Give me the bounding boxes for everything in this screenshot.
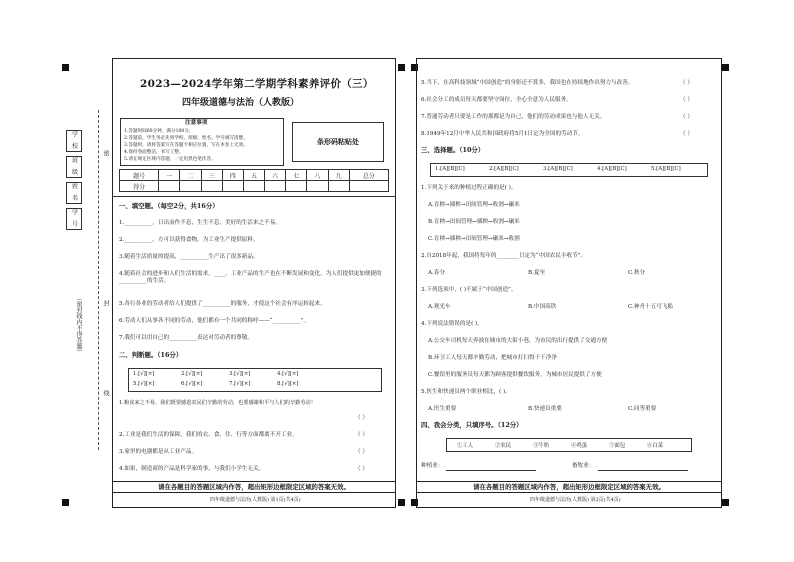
- score-header-cell: 总分: [349, 170, 388, 181]
- score-header-cell: 三: [201, 170, 222, 181]
- seal-char-mi: 密: [102, 150, 109, 156]
- score-cell[interactable]: [159, 181, 180, 192]
- answer-bubble-group[interactable]: 5.[A][B][C]: [651, 166, 681, 172]
- judge-item: 2.工业是我们生活的保障，我们的衣、食、住、行等方面都离不开工业。: [119, 432, 298, 438]
- judge-item: 7.普通劳动者只要是工作的那都是为自己，他们的劳动成果也与他人无关。: [421, 114, 606, 120]
- score-header-cell: 四: [222, 170, 243, 181]
- score-cell[interactable]: [201, 181, 222, 192]
- notice-line: 2.答题前，学生务必先将学校、班级、姓名、学号填写清楚。: [124, 136, 248, 141]
- answer-bubble-group[interactable]: 6.[√][×]: [181, 381, 203, 387]
- score-row-label: 得分: [120, 181, 159, 192]
- notice-line: 4.保持卷面整洁，书写工整。: [124, 150, 184, 155]
- registration-mark: [722, 64, 729, 71]
- score-cell[interactable]: [222, 181, 243, 192]
- barcode-area: 条形码粘贴处: [292, 122, 384, 162]
- judge-item: 5.当下，在高科技领域“中国创造”的身影还不算多，我国也在持续地作出努力与改善。: [421, 80, 634, 86]
- question-option[interactable]: C.同等重要: [628, 406, 657, 412]
- answer-bubble-group[interactable]: 8.[√][×]: [277, 381, 299, 387]
- livestock-answer-line[interactable]: [598, 470, 688, 471]
- section-1-title: 一、填空题。（每空2分，共16分）: [119, 202, 219, 210]
- choice-answer-grid: [430, 163, 708, 177]
- answer-paren[interactable]: （ ）: [355, 415, 368, 421]
- exam-subtitle: 四年级道德与法治（人教版）: [182, 98, 300, 108]
- score-cell[interactable]: [307, 181, 328, 192]
- classify-item: ①工人: [457, 443, 474, 449]
- answer-bubble-group[interactable]: 3.[A][B][C]: [543, 166, 573, 172]
- classify-items-box: [446, 438, 692, 452]
- question-option[interactable]: B.中国高铁: [528, 304, 557, 310]
- question-option[interactable]: A.医生重要: [428, 406, 457, 412]
- judge-answer-grid: [128, 368, 382, 392]
- notice-box: [120, 118, 284, 166]
- question-stem: 3.下列选项中，( )不属于“中国创造”。: [421, 287, 517, 293]
- seal-char-xian: 线: [102, 390, 109, 396]
- answer-bubble-group[interactable]: 7.[√][×]: [229, 381, 251, 387]
- exam-title: 2023—2024学年第二学期学科素养评价（三）: [140, 78, 374, 90]
- question-option[interactable]: C.秋分: [628, 270, 646, 276]
- score-header-cell: 题号: [120, 170, 159, 181]
- page-number: 四年级道德与法治(人教版) 第2页(共4页): [530, 497, 621, 503]
- notice-line: 1.答题时间60分钟，满分100分。: [124, 129, 194, 134]
- answer-paren[interactable]: （ ）: [680, 97, 693, 103]
- answer-bubble-group[interactable]: 3.[√][×]: [229, 371, 251, 377]
- name-label: 姓 名: [66, 182, 82, 204]
- judge-item: 4.如果，制造商的产品是科学家的事，与我们小学生无关。: [119, 466, 265, 472]
- score-cell[interactable]: [265, 181, 286, 192]
- score-header-cell: 二: [180, 170, 201, 181]
- class-label: 班 级: [66, 156, 82, 178]
- footer-note: 请在各题目的答题区域内作答，超出矩形边框限定区域的答案无效。: [416, 481, 722, 493]
- answer-bubble-group[interactable]: 1.[√][×]: [133, 371, 155, 377]
- question-option[interactable]: B.快递员重要: [528, 406, 562, 412]
- score-table: [119, 169, 389, 192]
- answer-bubble-group[interactable]: 4.[A][B][C]: [597, 166, 627, 172]
- question-option[interactable]: C.餐馆里的服务员每天都为顾客提供餐饮服务，为城市居民提供了方便: [428, 372, 602, 378]
- classify-item: ④鸡蛋: [571, 443, 588, 449]
- question-option[interactable]: A.春分: [428, 270, 446, 276]
- page-number: 四年级道德与法治(人教版) 第1页(共4页): [210, 497, 301, 503]
- section-4-title: 四、我会分类，只填序号。（12分）: [421, 421, 523, 429]
- fill-blank-item: 6.劳动人们从事各不同的劳动，他们都有一个共同的称呼——“__________”。: [119, 318, 310, 324]
- answer-paren[interactable]: （ ）: [355, 449, 368, 455]
- fill-blank-item: 3.随着生活质量的提高，__________生产出了很多新品。: [119, 254, 259, 260]
- question-stem: 4.下列说法错误的是( )。: [421, 321, 483, 327]
- notice-title: 注意事项: [185, 120, 208, 126]
- answer-paren[interactable]: （ ）: [680, 131, 693, 137]
- answer-bubble-group[interactable]: 5.[√][×]: [133, 381, 155, 387]
- registration-mark: [398, 499, 405, 506]
- score-header-cell: 六: [265, 170, 286, 181]
- footer-note: 请在各题目的答题区域内作答，超出矩形边框限定区域的答案无效。: [112, 481, 396, 493]
- school-label: 学 校: [66, 130, 82, 152]
- answer-paren[interactable]: （ ）: [680, 114, 693, 120]
- score-header-cell: 八: [307, 170, 328, 181]
- question-stem: 1.下列关于米的种植过程正确的是( )。: [421, 185, 517, 191]
- judge-item: 3.家里的电器都是从工业产品。: [119, 449, 198, 455]
- answer-bubble-group[interactable]: 1.[A][B][C]: [435, 166, 465, 172]
- fill-blank-item: 2.__________，方可以获得食物，为工业生产提供原料。: [119, 237, 259, 243]
- divider: [112, 196, 396, 197]
- score-cell[interactable]: [286, 181, 307, 192]
- classify-label-planting: 种植业：: [421, 463, 444, 469]
- question-option[interactable]: A.育秧→插秧→田间管理→收割→碾米: [428, 202, 520, 208]
- answer-bubble-group[interactable]: 4.[√][×]: [277, 371, 299, 377]
- question-option[interactable]: B.育秧→田间管理→插秧→收割→碾米: [428, 219, 520, 225]
- question-stem: 5.医生和快递员两个职业相比，( )。: [421, 389, 511, 395]
- fill-blank-item: 1.__________，日出而作不息，生生不息，美好的生活来之不易。: [119, 220, 281, 226]
- classify-label-livestock: 畜牧业：: [572, 463, 595, 469]
- seal-char-feng: 封: [102, 300, 109, 306]
- question-option[interactable]: C.育秧→插秧→田间管理→碾米→收割: [428, 236, 520, 242]
- answer-paren[interactable]: （ ）: [680, 80, 693, 86]
- registration-mark: [398, 64, 405, 71]
- score-table-score-row: [120, 181, 389, 192]
- judge-item: 8.1949年12月中华人民共和国政府将5月1日定为全国的劳动节。: [421, 131, 584, 137]
- notice-line: 5.请在规定区域内答题，一定用黑色笔作答。: [124, 157, 216, 162]
- question-option[interactable]: C.神舟十五号飞船: [628, 304, 674, 310]
- judge-item: 1.粮食来之不易，我们既要感恩农民们辛勤的劳动，也要感谢和平与人们的辛勤劳动！: [119, 400, 316, 406]
- notice-line: 3.答题时，请将答案写在答题卡相应位置，写在本卷上无效。: [124, 143, 248, 148]
- answer-bubble-group[interactable]: 2.[A][B][C]: [489, 166, 519, 172]
- classify-item: ②农民: [495, 443, 512, 449]
- score-cell[interactable]: [349, 181, 388, 192]
- fill-blank-item: 5.各行各业的劳动者给人们提供了__________的服务，才使这个社会有序运转起来。: [119, 301, 326, 307]
- seal-line: [98, 110, 101, 450]
- score-header-cell: 九: [328, 170, 349, 181]
- score-header-cell: 五: [243, 170, 264, 181]
- classify-item: ⑥白菜: [647, 443, 664, 449]
- score-table-header-row: [120, 170, 389, 181]
- fill-blank-item: 4.随着社会的进步和人们生活的需求，____，工业产品的生产也在不断发展和变化，为人们提供更加便捷的__________的生活。: [119, 271, 382, 284]
- section-2-title: 二、判断题。（16分）: [119, 351, 183, 359]
- question-option[interactable]: B.夏至: [528, 270, 546, 276]
- question-option[interactable]: A.公交车司机每天奔波在城市的大街小巷，为市民的出行提供了交通方便: [428, 338, 608, 344]
- answer-paren[interactable]: （ ）: [355, 432, 368, 438]
- score-header-cell: 一: [159, 170, 180, 181]
- fill-blank-item: 7.我们可以用自己的__________表达对劳动者的尊敬。: [119, 335, 253, 341]
- section-3-title: 三、选择题。（10分）: [421, 146, 485, 154]
- question-option[interactable]: A.观光车: [428, 304, 451, 310]
- seal-warning: （密封线内不得答题）: [75, 295, 82, 355]
- score-header-cell: 七: [286, 170, 307, 181]
- answer-bubble-group[interactable]: 2.[√][×]: [181, 371, 203, 377]
- classify-item: ⑤面包: [609, 443, 626, 449]
- question-stem: 2.自2018年起，我国将每年的________日定为“中国农民丰收节”。: [421, 253, 587, 259]
- judge-item: 6.社会分工的成员每天都要坚守岗位，全心全意为人民服务。: [421, 97, 572, 103]
- classify-item: ③牛奶: [533, 443, 550, 449]
- registration-mark: [62, 499, 69, 506]
- score-cell[interactable]: [328, 181, 349, 192]
- registration-mark: [722, 499, 729, 506]
- student-id-label: 学 号: [66, 208, 82, 230]
- question-option[interactable]: B.环卫工人每天都辛勤劳动，把城市打扫得干干净净: [428, 355, 557, 361]
- planting-answer-line[interactable]: [446, 470, 536, 471]
- registration-mark: [62, 64, 69, 71]
- answer-paren[interactable]: （ ）: [355, 466, 368, 472]
- score-cell[interactable]: [243, 181, 264, 192]
- score-cell[interactable]: [180, 181, 201, 192]
